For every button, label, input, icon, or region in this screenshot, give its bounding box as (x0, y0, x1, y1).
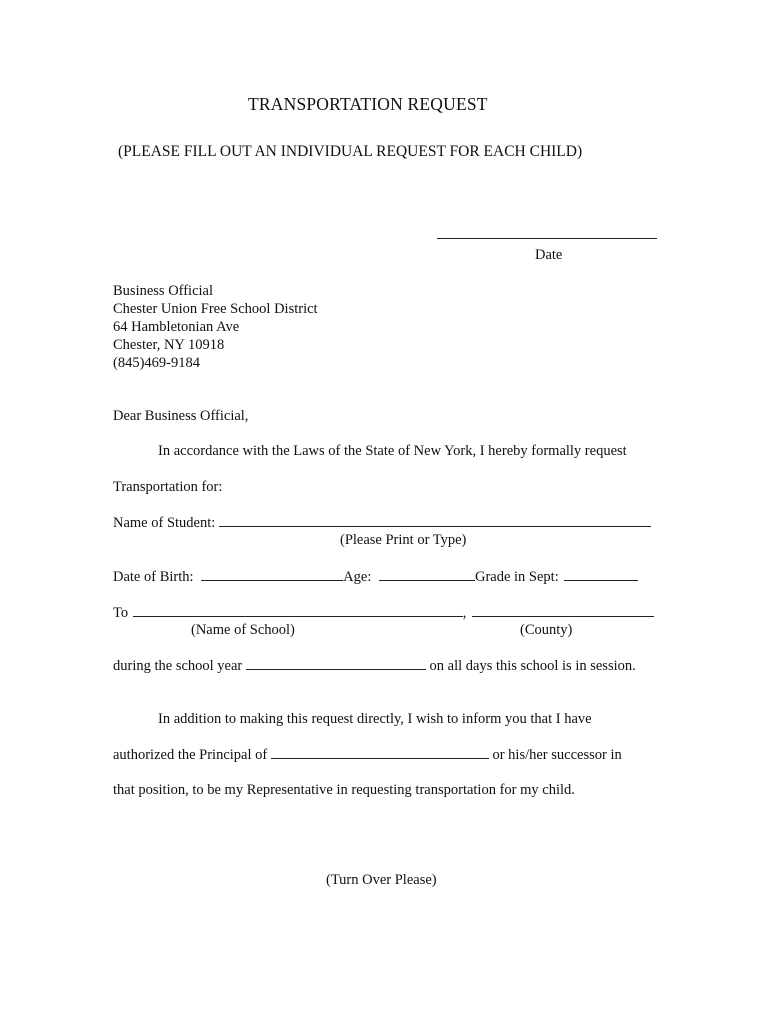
age-label: Age: (343, 569, 372, 585)
grade-field[interactable] (564, 567, 638, 581)
school-year-suffix: on all days this school is in session. (429, 658, 636, 674)
comma: , (462, 605, 467, 621)
school-year-label: during the school year (113, 658, 243, 674)
date-field[interactable] (437, 228, 657, 239)
grade-label: Grade in Sept: (474, 569, 559, 585)
school-name-hint: (Name of School) (191, 622, 295, 638)
school-year-row (113, 656, 636, 675)
birth-date-label: Date of Birth: (113, 569, 194, 585)
student-name-hint: (Please Print or Type) (340, 532, 467, 548)
student-name-field[interactable] (219, 513, 651, 527)
request-paragraph: In accordance with the Laws of the State of New York, I hereby formally request (158, 443, 627, 459)
turn-over-note: (Turn Over Please) (326, 872, 437, 888)
age-field[interactable] (379, 567, 475, 581)
representative-paragraph: In addition to making this request directly, I wish to inform you that I have (158, 711, 592, 727)
county-hint: (County) (520, 622, 573, 638)
date-label: Date (535, 247, 563, 263)
principal-suffix: or his/her successor in (492, 747, 622, 763)
address-line-district: Chester Union Free School District (113, 301, 318, 317)
school-year-field[interactable] (246, 656, 426, 670)
birth-age-grade-row (113, 567, 638, 586)
school-county-row (113, 603, 654, 622)
to-label: To (113, 605, 129, 621)
address-line-recipient: Business Official (113, 283, 214, 299)
transport-for-label: Transportation for: (113, 479, 223, 495)
salutation: Dear Business Official, (113, 408, 249, 424)
birth-date-field[interactable] (201, 567, 343, 581)
principal-row (113, 745, 622, 764)
student-name-row (113, 513, 651, 532)
principal-label: authorized the Principal of (113, 747, 268, 763)
representative-closing: that position, to be my Representative in requesting transportation for my child. (113, 782, 575, 798)
page-title: TRANSPORTATION REQUEST (248, 94, 488, 114)
student-name-label: Name of Student: (113, 515, 216, 531)
address-line-phone: (845)469-9184 (113, 355, 200, 371)
address-block (113, 282, 318, 372)
county-field[interactable] (472, 603, 654, 617)
school-name-field[interactable] (133, 603, 463, 617)
address-line-street: 64 Hambletonian Ave (113, 319, 240, 335)
address-line-city: Chester, NY 10918 (113, 337, 225, 353)
page-subtitle: (PLEASE FILL OUT AN INDIVIDUAL REQUEST FOR EACH CHILD) (118, 143, 583, 160)
principal-school-field[interactable] (271, 745, 489, 759)
